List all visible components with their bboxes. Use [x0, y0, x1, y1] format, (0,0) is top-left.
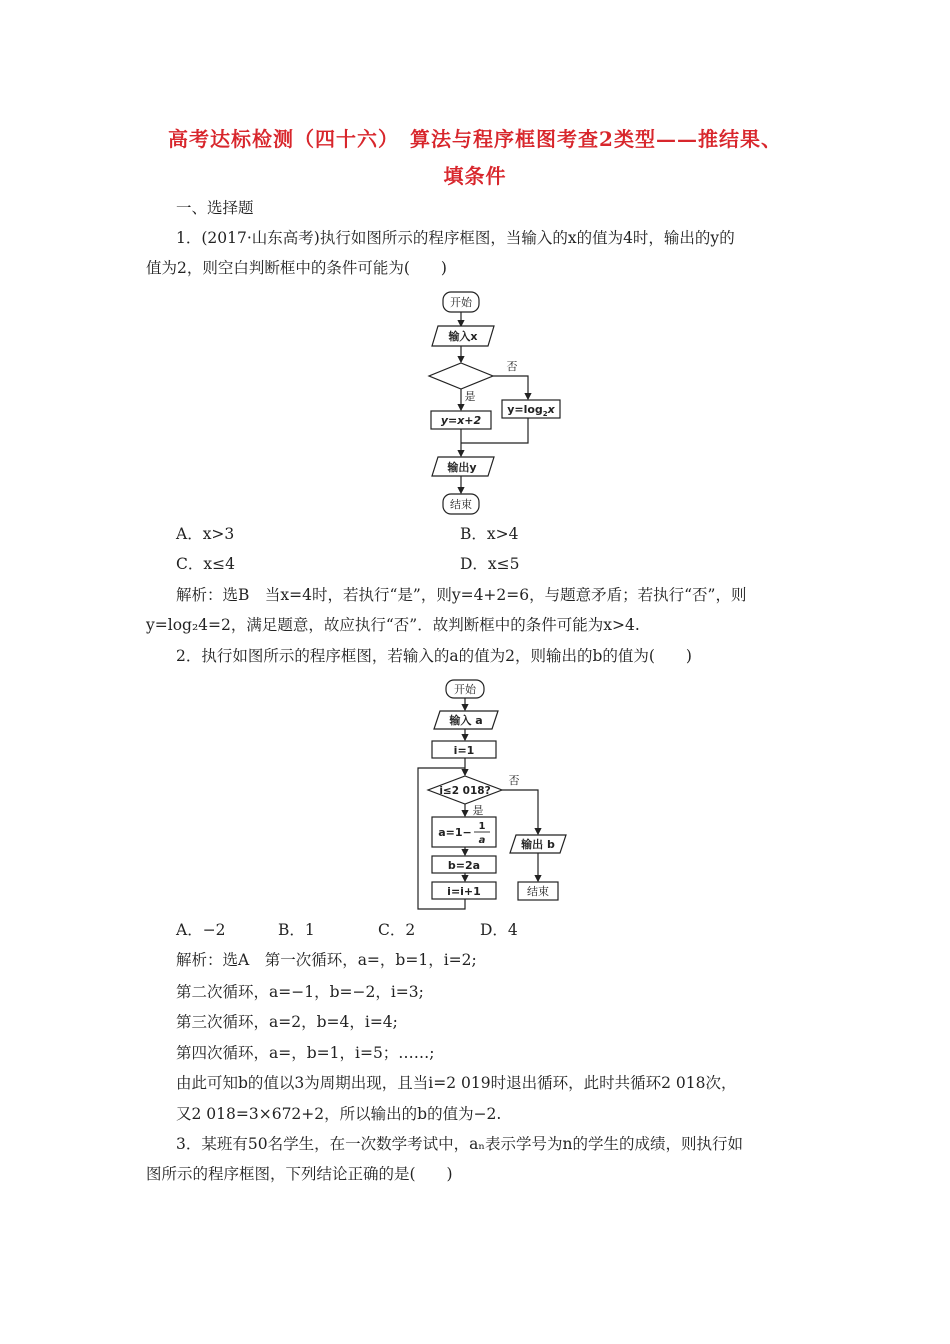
- q2-option-b: B．1: [278, 921, 315, 939]
- q2-init-label: i=1: [453, 744, 475, 757]
- q1-no-box-label: $y=\log_2x$: [507, 403, 555, 418]
- q2-option-a: A．−2: [176, 921, 226, 939]
- q2-solution-line2: 第二次循环，a=−1，b=−2，i=3;: [176, 983, 424, 1001]
- q2-solution-line4: 第四次循环，a=，b=1，i=5；……;: [176, 1044, 435, 1062]
- q2-option-d: D．4: [480, 921, 518, 939]
- q2-step3-label: i=i+1: [447, 885, 481, 898]
- q1-stem-line2: 值为2，则空白判断框中的条件可能为( ): [146, 259, 447, 277]
- q1-option-b: B．x>4: [460, 525, 519, 543]
- q2-step1-den: a: [478, 835, 486, 846]
- q1-output-label: 输出y: [447, 461, 477, 474]
- q2-step1-num: 1: [478, 821, 486, 832]
- q2-decision-label: i≤2 018?: [439, 785, 491, 797]
- page-title-line2: 填条件: [443, 164, 507, 188]
- q1-option-d: D．x≤5: [460, 555, 520, 573]
- q1-decision-node: [429, 363, 493, 389]
- q1-start-label: 开始: [450, 296, 472, 309]
- q2-input-label: 输入 a: [449, 714, 483, 727]
- q2-solution-line3: 第三次循环，a=2，b=4，i=4;: [176, 1013, 398, 1031]
- q2-start-label: 开始: [454, 683, 476, 696]
- q1-yes-label: 是: [464, 390, 476, 403]
- q1-option-c: C．x≤4: [176, 555, 235, 573]
- q2-step1-label: a=1−: [438, 826, 472, 839]
- q1-option-a: A．x>3: [176, 525, 235, 543]
- q1-flowchart: [420, 286, 570, 518]
- page-title-line1: 高考达标检测（四十六） 算法与程序框图考查2类型——推结果、: [168, 127, 782, 151]
- q3-stem-line2: 图所示的程序框图，下列结论正确的是( ): [146, 1165, 453, 1183]
- q2-yes-label: 是: [472, 804, 484, 817]
- q1-stem-line1: 1．(2017·山东高考)执行如图所示的程序框图，当输入的x的值为4时，输出的y的: [176, 229, 735, 247]
- q2-output-label: 输出 b: [521, 838, 555, 851]
- q2-solution-line1: 解析：选A 第一次循环，a=，b=1，i=2;: [176, 951, 477, 969]
- q1-solution-line1: 解析：选B 当x=4时，若执行“是”，则y=4+2=6，与题意矛盾；若执行“否”，则: [176, 586, 747, 604]
- q2-stem: 2．执行如图所示的程序框图，若输入的a的值为2，则输出的b的值为( ): [176, 647, 692, 665]
- q2-solution-line5: 由此可知b的值以3为周期出现，且当i=2 019时退出循环，此时共循环2 018次，: [176, 1074, 737, 1092]
- q3-stem-line1: 3．某班有50名学生，在一次数学考试中，aₙ表示学号为n的学生的成绩，则执行如: [176, 1135, 744, 1153]
- q2-solution-line6: 又2 018=3×672+2，所以输出的b的值为−2.: [176, 1105, 502, 1123]
- q2-step2-label: b=2a: [447, 859, 481, 872]
- q1-end-label: 结束: [450, 498, 472, 511]
- q2-flowchart: [410, 676, 590, 916]
- q2-no-label: 否: [508, 774, 520, 787]
- q1-yes-box-label: y=x+2: [440, 414, 482, 427]
- q2-end-label: 结束: [527, 885, 549, 898]
- section-heading: 一、选择题: [176, 199, 254, 217]
- q2-option-c: C．2: [378, 921, 416, 939]
- q1-input-label: 输入x: [448, 330, 478, 343]
- q1-solution-line2: y=log₂4=2，满足题意，故应执行“否”．故判断框中的条件可能为x>4.: [146, 616, 640, 634]
- q1-no-label: 否: [506, 360, 518, 373]
